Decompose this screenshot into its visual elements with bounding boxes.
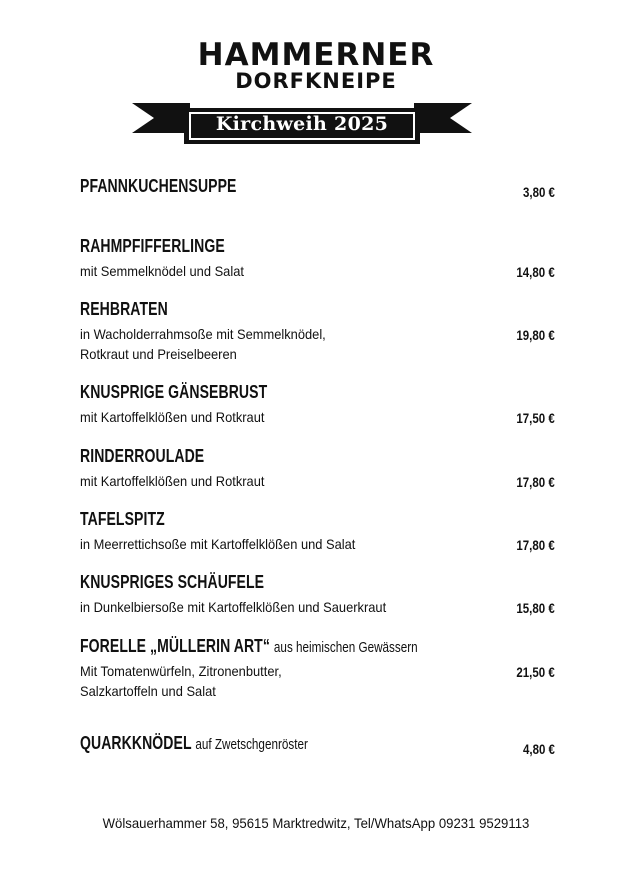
dish-description: Mit Tomatenwürfeln, Zitronenbutter,: [80, 663, 282, 679]
restaurant-name-line2: DORFKNEIPE: [235, 69, 397, 93]
dish-name-text: RAHMPFIFFERLINGE: [80, 236, 225, 256]
dish-name-suffix: aus heimischen Gewässern: [273, 639, 418, 656]
menu-item: [80, 636, 555, 701]
dish-name-text: QUARKKNÖDEL: [80, 733, 192, 753]
dish-name-text: REHBRATEN: [80, 299, 168, 319]
dish-price: 17,80 €: [516, 537, 555, 553]
header: [0, 38, 632, 92]
menu-item: [80, 509, 555, 554]
menu-item: [80, 446, 555, 491]
dish-description: Rotkraut und Preiselbeeren: [80, 346, 237, 362]
dish-name-text: FORELLE „MÜLLERIN ART“: [80, 636, 270, 656]
dish-name: [80, 236, 225, 257]
menu-item: [80, 236, 555, 281]
dish-price: 15,80 €: [516, 600, 555, 616]
dish-name: [80, 382, 267, 403]
dish-name-text: KNUSPRIGES SCHÄUFELE: [80, 572, 265, 592]
dish-description: Salzkartoffeln und Salat: [80, 683, 216, 699]
dish-name: [80, 299, 168, 320]
dish-price: 4,80 €: [523, 741, 555, 757]
dish-price: 3,80 €: [523, 184, 555, 200]
menu-item: [80, 176, 555, 201]
dish-description: mit Semmelknödel und Salat: [80, 263, 244, 279]
dish-price: 14,80 €: [516, 264, 555, 280]
menu-item: [80, 299, 555, 364]
dish-name: [80, 733, 308, 754]
footer-address: [0, 815, 632, 831]
restaurant-name-line1: HAMMERNER: [197, 37, 435, 73]
kirchweih-banner: [132, 100, 472, 148]
dish-name: [80, 446, 204, 467]
banner-title: Kirchweih 2025: [215, 113, 389, 135]
dish-description: mit Kartoffelklößen und Rotkraut: [80, 473, 265, 489]
dish-price: 21,50 €: [516, 664, 555, 680]
dish-description: in Wacholderrahmsoße mit Semmelknödel,: [80, 326, 326, 342]
dish-name-text: PFANNKUCHENSUPPE: [80, 176, 237, 196]
menu-item: [80, 382, 555, 427]
menu-item: [80, 733, 555, 758]
dish-name-text: KNUSPRIGE GÄNSEBRUST: [80, 382, 268, 402]
dish-description: in Dunkelbiersoße mit Kartoffelklößen und Sauerkraut: [80, 599, 387, 615]
dish-name: [80, 509, 165, 530]
dish-description: in Meerrettichsoße mit Kartoffelklößen und Salat: [80, 536, 356, 552]
dish-name-suffix: auf Zwetschgenröster: [195, 736, 308, 753]
dish-name: [80, 176, 236, 197]
dish-description: mit Kartoffelklößen und Rotkraut: [80, 409, 265, 425]
dish-price: 19,80 €: [516, 327, 555, 343]
dish-price: 17,80 €: [516, 474, 555, 490]
dish-name-text: TAFELSPITZ: [80, 509, 165, 529]
dish-price: 17,50 €: [516, 410, 555, 426]
footer-address-text: Wölsauerhammer 58, 95615 Marktredwitz, Tel/WhatsApp 09231 9529113: [102, 815, 530, 831]
dish-name: [80, 636, 418, 657]
menu-item: [80, 572, 555, 617]
dish-name: [80, 572, 264, 593]
dish-name-text: RINDERROULADE: [80, 446, 205, 466]
